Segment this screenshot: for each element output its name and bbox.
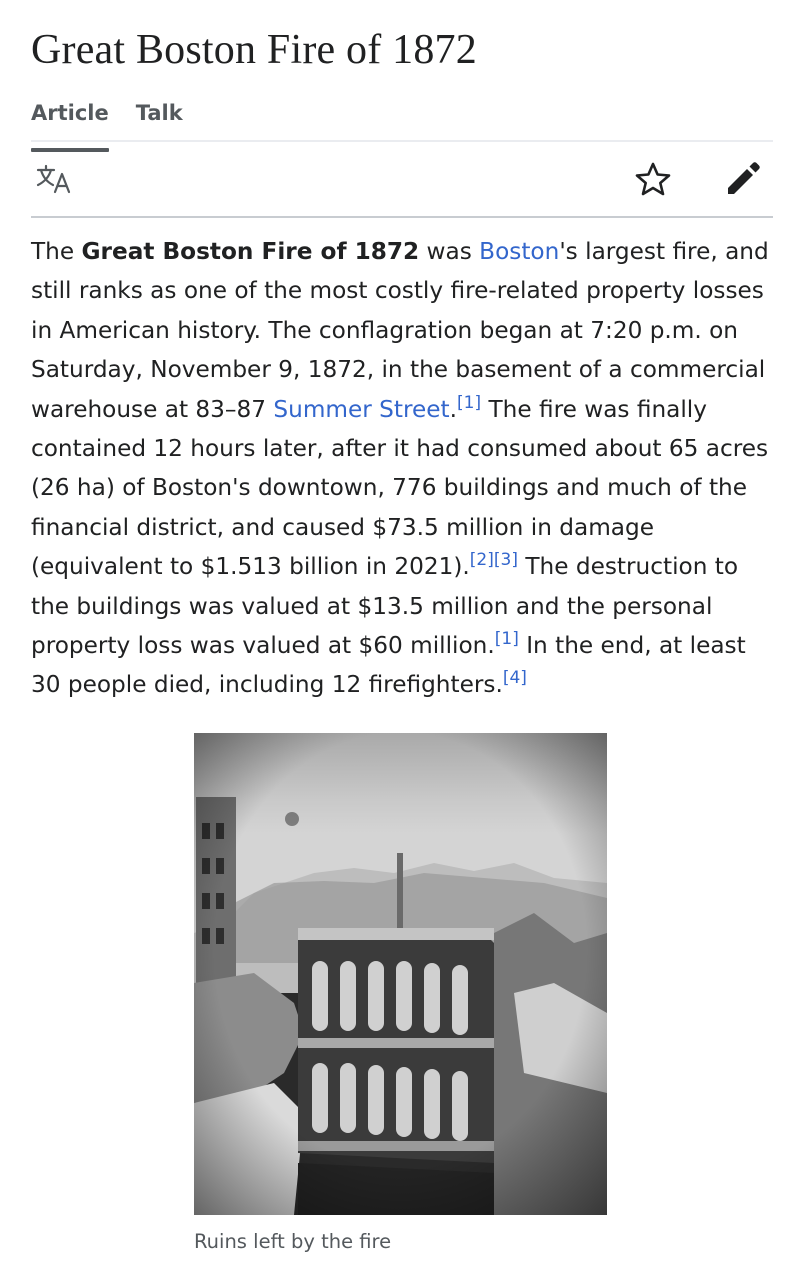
edit-button[interactable] — [723, 159, 763, 199]
text-run: The destruction to the buildings was valued at $13.5 million and the personal property loss was valued at $60 million. — [31, 553, 739, 660]
article-lead-paragraph — [31, 232, 773, 705]
reference-1 — [457, 393, 481, 413]
text-run: The — [31, 238, 82, 265]
reference-link-2[interactable]: [2] — [469, 550, 494, 571]
reference-3 — [494, 550, 518, 570]
reference-link-1b[interactable]: [1] — [494, 629, 519, 650]
page-title: Great Boston Fire of 1872 — [31, 27, 477, 73]
pencil-icon — [724, 160, 762, 198]
page-tabs — [31, 98, 773, 142]
toolbar-right-group — [633, 159, 773, 199]
reference-1b — [495, 629, 519, 649]
link-boston[interactable]: Boston — [479, 238, 560, 265]
watch-button[interactable] — [633, 159, 673, 199]
tab-article[interactable]: Article — [31, 98, 109, 140]
reference-2 — [470, 550, 494, 570]
ruins-photo-image — [194, 733, 607, 1215]
text-run: 's largest fire, and still ranks as one of the most costly fire-related property losses in American history. The conflagration began at 7:20 p.m. on Saturday, November 9, 1872, in the basement of a commercial warehouse at 83–87 — [31, 238, 769, 423]
text-run: The fire was finally contained 12 hours later, after it had consumed about 65 acres (26 ha) of Boston's downtown, 776 buildings and much of the financial district, and caused $73.5 million in damage (equivalent to $1.513 billion in 2021). — [31, 395, 769, 581]
star-icon — [634, 161, 672, 197]
reference-4 — [503, 668, 527, 688]
text-run: . — [449, 395, 457, 423]
bold-title: Great Boston Fire of 1872 — [81, 238, 420, 265]
article-figure — [31, 733, 773, 1255]
language-button[interactable] — [35, 159, 75, 199]
reference-link-1[interactable]: [1] — [457, 392, 482, 413]
reference-link-4[interactable]: [4] — [502, 668, 527, 689]
page-actions-toolbar — [31, 142, 773, 218]
link-summer-street[interactable]: Summer Street — [273, 395, 450, 423]
language-icon — [35, 162, 75, 196]
figure-caption: Ruins left by the fire — [194, 1229, 392, 1253]
reference-link-3[interactable]: [3] — [493, 550, 518, 571]
ruins-photo[interactable] — [194, 733, 607, 1215]
text-run: In the end, at least 30 people died, including 12 firefighters. — [31, 632, 746, 699]
tab-talk[interactable]: Talk — [135, 101, 183, 125]
text-run: was — [419, 238, 480, 265]
